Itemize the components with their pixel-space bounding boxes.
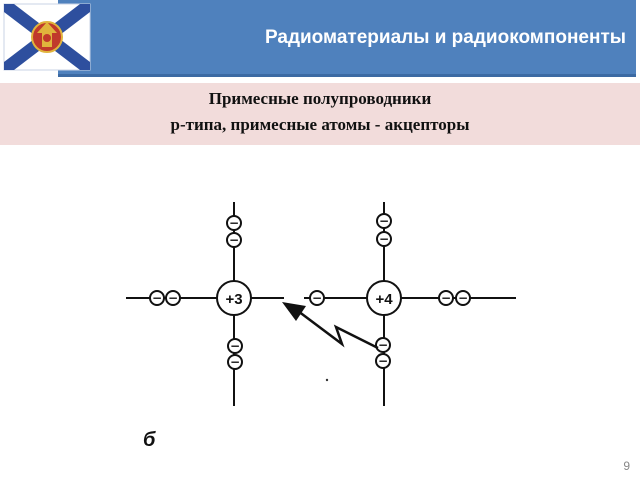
atom-left-label: +3 bbox=[225, 291, 243, 308]
slide-title: Радиоматериалы и радиокомпоненты bbox=[264, 27, 626, 48]
electron-sign: − bbox=[311, 291, 323, 305]
electron-sign: − bbox=[377, 354, 389, 368]
electron-sign: − bbox=[229, 339, 241, 353]
electron-sign: − bbox=[228, 233, 240, 247]
electron-sign: − bbox=[151, 291, 163, 305]
electron-sign: − bbox=[229, 355, 241, 369]
stray-dot bbox=[326, 379, 328, 381]
electron-sign: − bbox=[378, 232, 390, 246]
electron-sign: − bbox=[378, 214, 390, 228]
transfer-arrow-path bbox=[298, 311, 378, 348]
electron-sign: − bbox=[457, 291, 469, 305]
page-number: 9 bbox=[623, 459, 630, 473]
electron-sign: − bbox=[440, 291, 452, 305]
electron-sign: − bbox=[377, 338, 389, 352]
electron-sign: − bbox=[228, 216, 240, 230]
atom-right-label: +4 bbox=[375, 291, 393, 308]
subtitle-line-2: p-типа, примесные атомы - акцепторы bbox=[170, 115, 470, 134]
figure-label: б bbox=[143, 429, 156, 451]
subtitle-line-1: Примесные полупроводники bbox=[208, 89, 432, 108]
electron-sign: − bbox=[167, 291, 179, 305]
transfer-arrow-head bbox=[282, 302, 306, 321]
